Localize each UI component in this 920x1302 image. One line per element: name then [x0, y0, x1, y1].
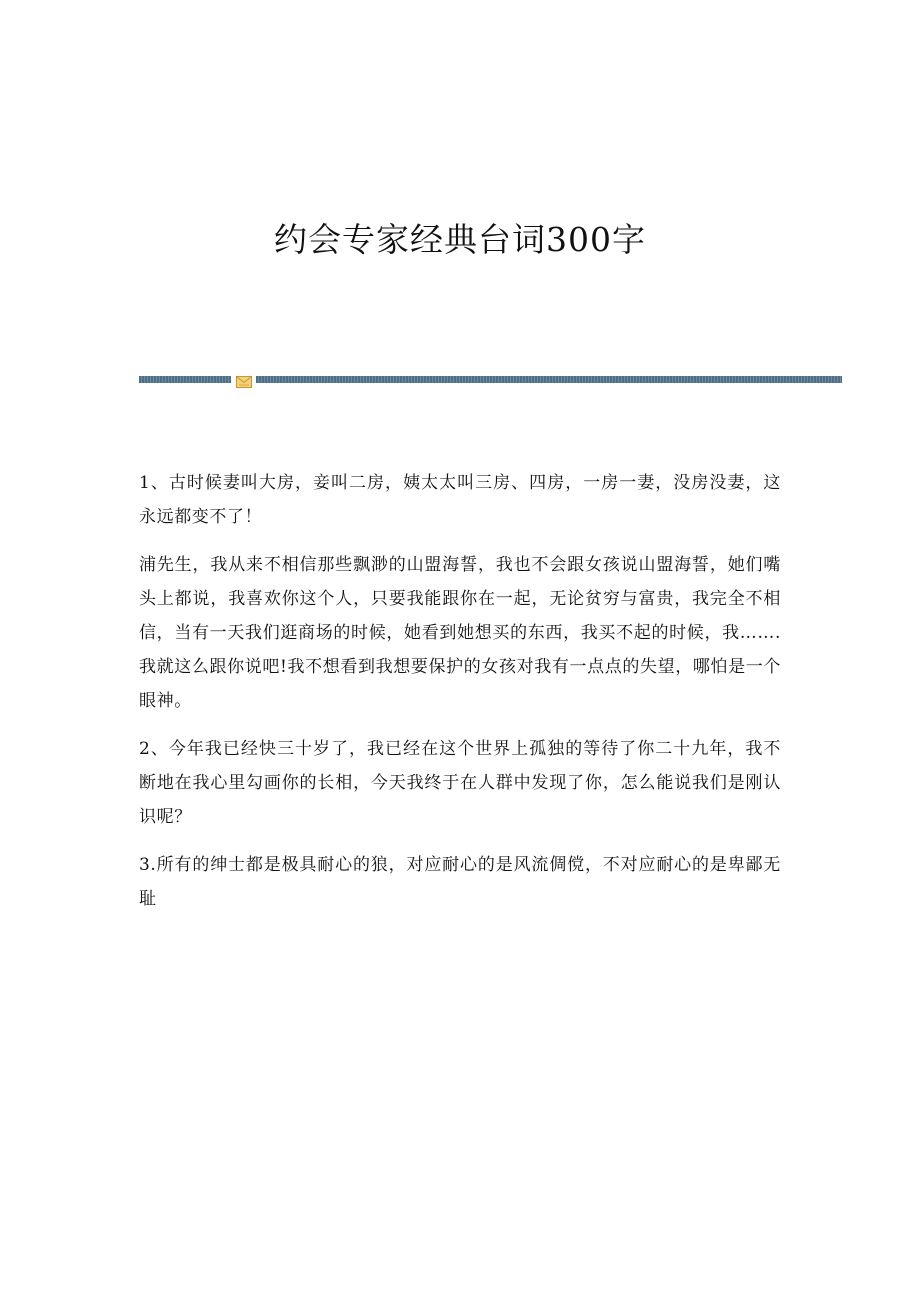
paragraph-1: 1、古时候妻叫大房，妾叫二房，姨太太叫三房、四房，一房一妻，没房没妻，这永远都变不了！ [139, 473, 781, 527]
paragraph-2: 浦先生，我从来不相信那些飘渺的山盟海誓，我也不会跟女孩说山盟海誓，她们嘴头上都说，我喜欢你这个人，只要我能跟你在一起，无论贫穷与富贵，我完全不相信，当有一天我们逛商场的时候，她看到她想买的东西，我买不起的时候，我…….我就这么跟你说吧!我不想看到我想要保护的女孩对我有一点点的失望，哪怕是一个眼神。 [139, 555, 781, 711]
divider-bar-right [256, 376, 842, 383]
envelope-icon [236, 373, 252, 385]
divider-bar-left [139, 376, 231, 383]
article-body [139, 466, 781, 930]
title-divider [139, 373, 842, 385]
paragraph-4: 3.所有的绅士都是极具耐心的狼，对应耐心的是风流倜傥，不对应耐心的是卑鄙无耻 [139, 855, 781, 909]
paragraph-3: 2、今年我已经快三十岁了，我已经在这个世界上孤独的等待了你二十九年，我不断地在我心里勾画你的长相，今天我终于在人群中发现了你，怎么能说我们是刚认识呢？ [139, 739, 781, 827]
page-title: 约会专家经典台词300字 [274, 220, 646, 259]
